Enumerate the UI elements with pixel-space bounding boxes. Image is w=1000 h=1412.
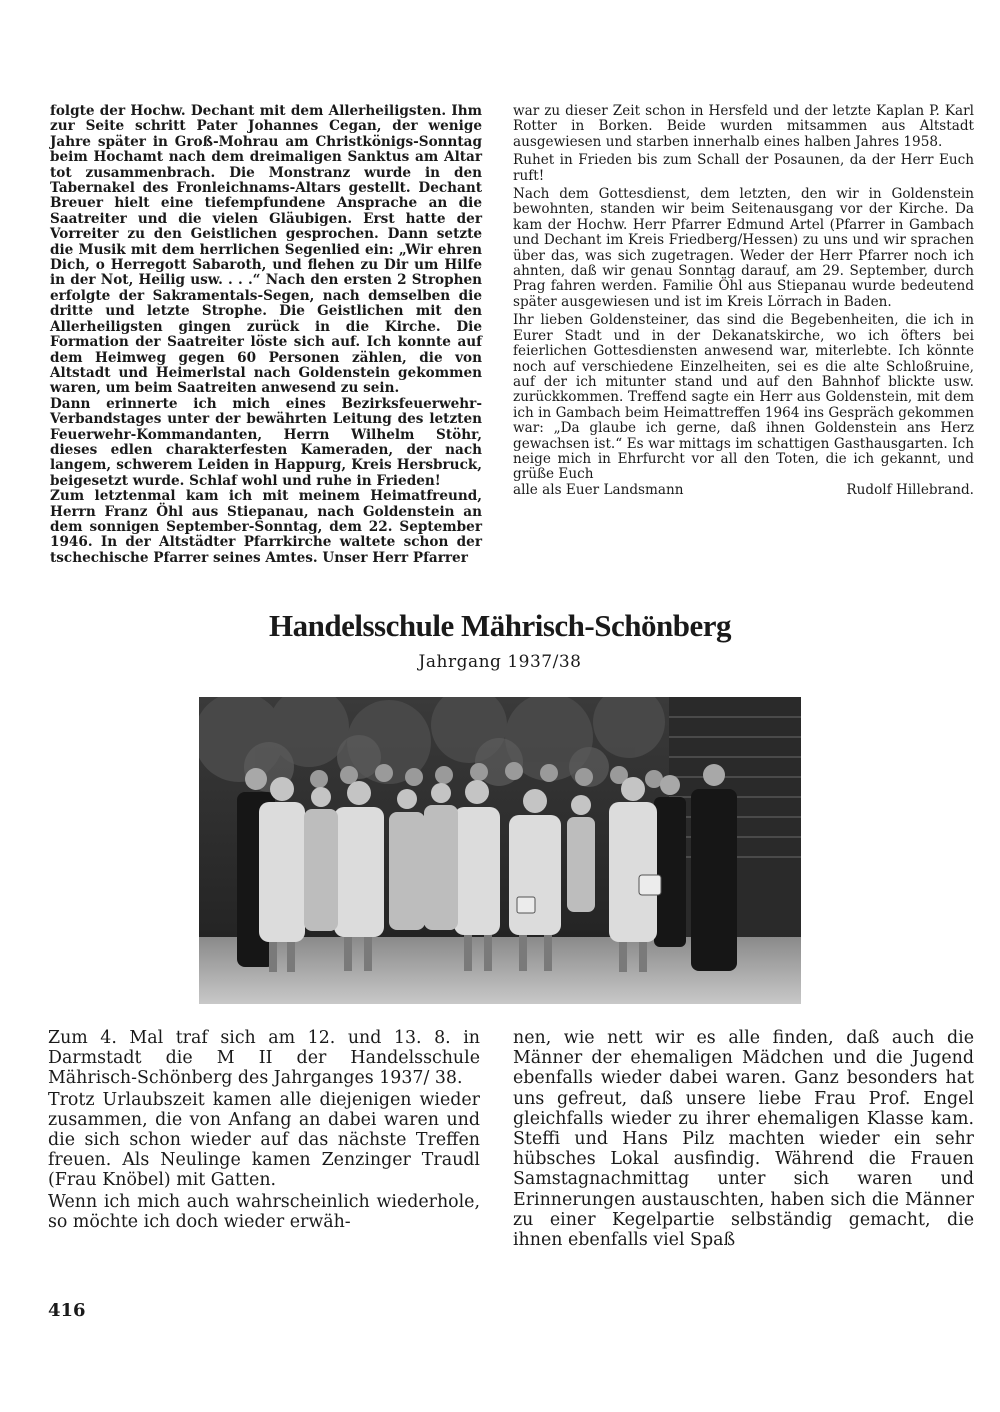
top-right-paragraph-3: Nach dem Gottesdienst, dem letzten, den wir in Goldenstein bewohnten, standen wir beim Seitenausgang vor der Kirche. Da kam der Hochw. Herr Pfarrer Edmund Artel (Pfarrer in Gambach und Dechant im Kreis Friedberg/Hessen) zu uns und wir sprachen über das, was sich zugetragen. Weder der Herr Pfarrer noch ich ahnten, daß wir genau Sonntag darauf, am 29. September, durch Prag fahren werden. Familie Öhl aus Stiepanau wurde bedeutend später ausgewiesen und ist im Kreis Lörrach in Baden. bbox=[513, 186, 974, 310]
top-left-paragraph-2: Dann erinnerte ich mich eines Bezirksfeuerwehr-Verbandstages unter der bewährten Leitung des letzten Feuerwehr-Kommandanten, Herrn Wilhelm Stöhr, dieses edlen charakterfesten Kameraden, der nach langem, schwerem Leiden in Happurg, Kreis Hersbruck, beigesetzt wurde. Schlaf wohl und ruhe in Frieden! bbox=[50, 395, 482, 489]
top-right-paragraph-2: Ruhet in Frieden bis zum Schall der Posaunen, da der Herr Euch ruft! bbox=[513, 152, 974, 184]
group-photo bbox=[199, 697, 801, 1004]
top-right-paragraph-1: war zu dieser Zeit schon in Hersfeld und der letzte Kaplan P. Karl Rotter in Borken. Beide wurden mitsammen aus Altstadt ausgewiesen und starben innerhalb eines halben Jahres 1958. bbox=[513, 103, 974, 150]
top-right-final-paragraph bbox=[513, 313, 974, 498]
top-left-paragraph-1: folgte der Hochw. Dechant mit dem Allerheiligsten. Ihm zur Seite schritt Pater Johannes Cegan, der wenige Jahre später in Groß-Mohrau am Christkönigs-Sonntag beim Hochamt nach dem dreimaligen Sanktus am Altar tot zusammenbrach. Die Monstranz wurde in den Tabernakel des Fronleichnams-Altars gestellt. Dechant Breuer hielt eine tiefempfundene Ansprache an die Saatreiter und die vielen Gläubigen. Erst hatte der Vorreiter zu den Geistlichen gesprochen. Dann setzte die Musik mit dem herrlichen Segenlied ein: „Wir ehren Dich, o Herregott Sabaroth, und flehen zu Dir um Hilfe in der Not, Heilig usw. . . .“ Nach den ersten 2 Strophen erfolgte der Sakramentals-Segen, nach demselben die dritte und letzte Strophe. Die Geistlichen mit den Allerheiligsten gingen zurück in die Kirche. Die Formation der Saatreiter löste sich auf. Ich konnte auf dem Heimweg gegen 60 Personen zählen, die von Altstadt und Heimerlstal nach Goldenstein gekommen waren, um beim Saatreiten anwesend zu sein. bbox=[50, 103, 482, 397]
bottom-right-column bbox=[513, 1028, 974, 1250]
final-paragraph-text: Ihr lieben Goldensteiner, das sind die Begebenheiten, die ich in Eurer Stadt und in der Dekanatskirche, wo ich öfters bei feierlichen Gottesdiensten anwesend war, miterlebte. Ich könnte noch auf verschiedene Einzelheiten, sei es die alte Schloßruine, auf der ich mitunter stand und auf den Bahnhof blickte usw. zurückkommen. Treffend sagte ein Herr aus Goldenstein, mit dem ich in Gambach beim Heimattreffen 1964 ins Gespräch gekommen war: „Da glaube ich gerne, daß ihnen Goldenstein ans Herz gewachsen ist.“ Es war mittags im schattigen Gasthausgarten. Ich neige mich in Ehrfurcht vor all den Toten, die ich gekannt, und grüße Euch bbox=[513, 312, 974, 483]
bottom-right-paragraph-1: nen, wie nett wir es alle finden, daß auch die Männer der ehemaligen Mädchen und die Jugend ebenfalls wieder dabei waren. Ganz besonders hat uns gefreut, daß unsere liebe Frau Prof. Engel gleichfalls wieder zu ihrer ehemaligen Klasse kam. Steffi und Hans Pilz machten wieder ein sehr hübsches Lokal ausfindig. Während die Frauen Samstagnachmittag unter sich waren und Erinnerungen austauschten, haben sich die Männer zu einer Kegelpartie selbständig gemacht, die ihnen ebenfalls viel Spaß bbox=[513, 1028, 974, 1251]
top-left-column bbox=[50, 104, 482, 566]
signature-line bbox=[513, 483, 974, 498]
page-number: 416 bbox=[48, 1300, 86, 1321]
top-right-column bbox=[513, 104, 974, 498]
author-signature: Rudolf Hillebrand. bbox=[846, 481, 974, 498]
section-title: Handelsschule Mährisch-Schönberg bbox=[269, 608, 731, 643]
bottom-left-paragraph-2: Trotz Urlaubszeit kamen alle diejenigen wieder zusammen, die von Anfang an dabei waren und die sich schon wieder auf das nächste Treffen freuen. Als Neulinge kamen Zenzinger Traudl (Frau Knöbel) mit Gatten. bbox=[48, 1089, 480, 1191]
bottom-left-paragraph-3: Wenn ich mich auch wahrscheinlich wiederhole, so möchte ich doch wieder erwäh- bbox=[48, 1191, 480, 1232]
bottom-left-paragraph-1: Zum 4. Mal traf sich am 12. und 13. 8. in Darmstadt die M II der Handelsschule Mährisch-Schönberg des Jahrganges 1937/ 38. bbox=[48, 1028, 480, 1089]
closing-text: alle als Euer Landsmann bbox=[513, 481, 684, 498]
group-photo-drawing bbox=[199, 697, 801, 1004]
top-left-paragraph-3: Zum letztenmal kam ich mit meinem Heimatfreund, Herrn Franz Öhl aus Stiepanau, nach Goldenstein an dem sonnigen September-Sonntag, dem 22. September 1946. In der Altstädter Pfarrkirche waltete schon der tschechische Pfarrer seines Amtes. Unser Herr Pfarrer bbox=[50, 488, 482, 566]
section-subtitle: Jahrgang 1937/38 bbox=[418, 652, 582, 672]
bottom-left-column bbox=[48, 1028, 480, 1232]
